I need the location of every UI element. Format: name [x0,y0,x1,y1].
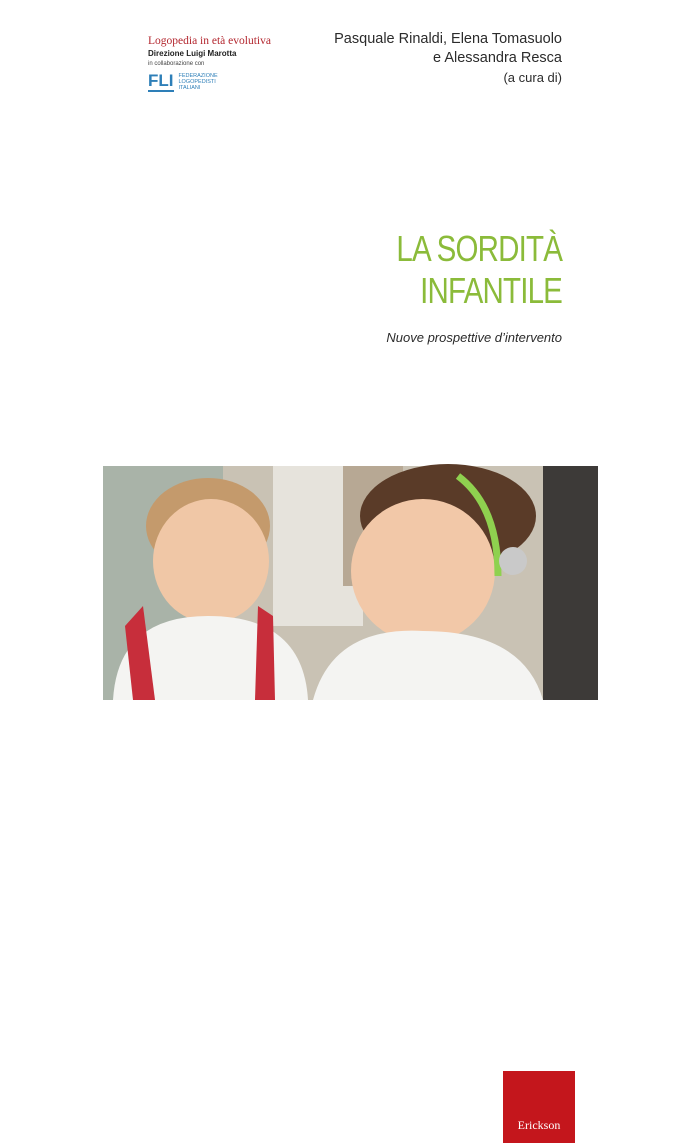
fli-logo [148,72,271,92]
fli-logo-mark: FLI [148,71,174,90]
book-title [396,228,562,312]
cover-photo [103,466,598,1132]
book-cover [103,0,598,1132]
book-subtitle: Nuove prospettive d’intervento [386,330,562,345]
title-line: LA SORDITÀ [396,228,562,269]
title-line: INFANTILE [420,270,562,311]
authors-name: e Alessandra Resca [433,50,562,66]
fli-line: ITALIANI [178,85,201,91]
publisher-name: Erickson [517,1118,561,1132]
authors [334,30,562,87]
authors-line [334,49,562,68]
collaboration-label: in collaborazione con [148,61,205,67]
fli-line: LOGOPEDISTI [178,79,216,85]
editors-note: (a cura di) [503,70,562,85]
publisher-logo [503,1071,575,1143]
fli-line: FEDERAZIONE [178,73,218,79]
series-title: Logopedia in età evolutiva [148,35,271,47]
series-director: Direzione Luigi Marotta [148,49,237,58]
fli-logo-text [179,73,218,91]
authors-line: Pasquale Rinaldi, Elena Tomasuolo [334,31,562,47]
children-photo-illustration [103,466,598,700]
series-block [148,34,271,92]
